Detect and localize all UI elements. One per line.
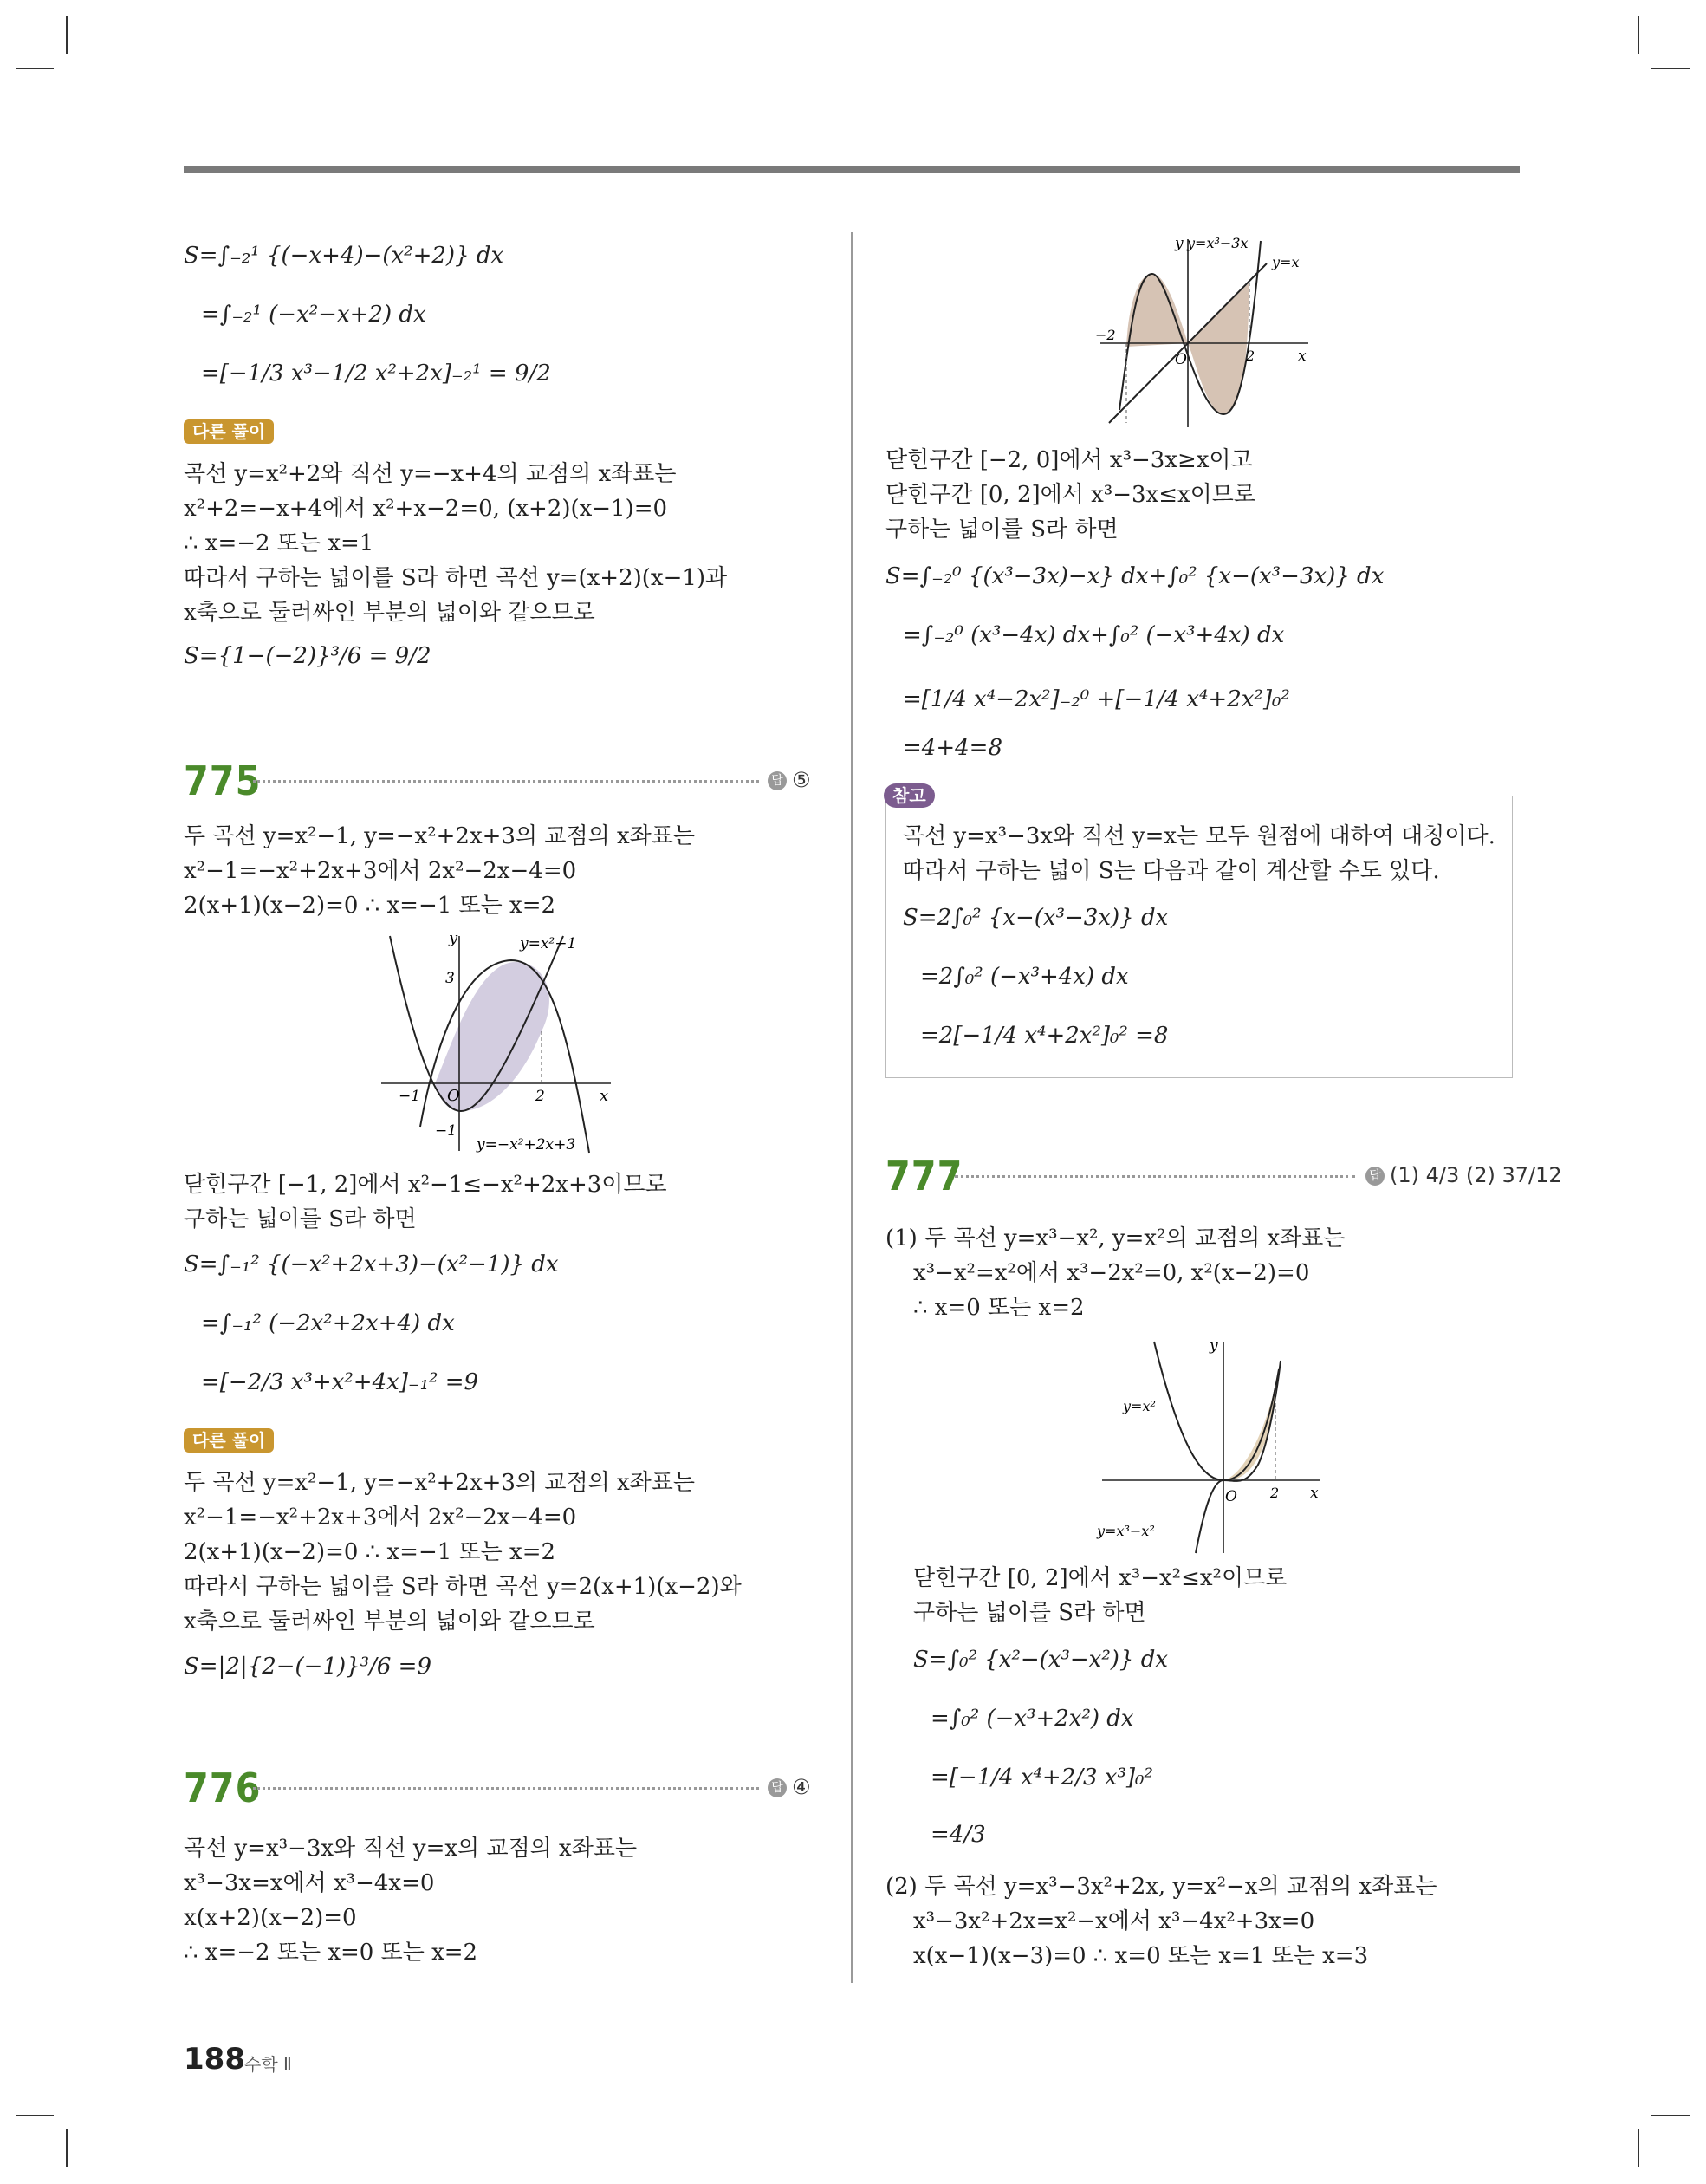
solution-line: 닫힌구간 [−2, 0]에서 x³−3x≥x이고: [885, 447, 1253, 473]
solution-line: 구하는 넓이를 S라 하면: [913, 1600, 1146, 1626]
curve-label: y=x³−3x: [1187, 235, 1249, 251]
answer-value: (1) 4/3 (2) 37/12: [1390, 1163, 1562, 1187]
solution-line: x(x−1)(x−3)=0 ∴ x=0 또는 x=1 또는 x=3: [913, 1943, 1369, 1969]
alt-solution-line: 2(x+1)(x−2)=0 ∴ x=−1 또는 x=2: [184, 1539, 556, 1565]
curve-label: y=x²: [1123, 1398, 1156, 1414]
solution-line: S=∫₋₂⁰ {(x³−3x)−x} dx+∫₀² {x−(x³−3x)} dx: [885, 563, 1385, 589]
problem-answer: [1365, 1163, 1562, 1187]
header-rule: [184, 166, 1520, 173]
dotted-leader: [253, 1787, 759, 1790]
solution-line: 구하는 넓이를 S라 하면: [885, 517, 1119, 543]
line-label: y=x: [1272, 254, 1300, 270]
solution-line: x³−3x²+2x=x²−x에서 x³−4x²+3x=0: [913, 1908, 1315, 1934]
solution-line: S=∫₋₂¹ {(−x+4)−(x²+2)} dx: [184, 243, 504, 269]
column-divider: [851, 232, 853, 1983]
alt-solution-line: S={1−(−2)}³/6 = 9/2: [184, 643, 431, 669]
alt-solution-line: 곡선 y=x²+2와 직선 y=−x+4의 교점의 x좌표는: [184, 461, 677, 487]
page-number: 188: [184, 2042, 245, 2077]
solution-line: S=∫₋₁² {(−x²+2x+3)−(x²−1)} dx: [184, 1251, 559, 1277]
tick-label: −1: [399, 1088, 421, 1105]
page-subject: 수학 Ⅱ: [244, 2054, 292, 2075]
dotted-leader: [955, 1175, 1355, 1178]
crop-mark: [66, 2129, 68, 2167]
solution-line: (2) 두 곡선 y=x³−3x²+2x, y=x²−x의 교점의 x좌표는: [885, 1874, 1437, 1900]
reference-badge: 참고: [884, 783, 935, 808]
crop-mark: [1638, 16, 1639, 54]
crop-mark: [66, 16, 68, 54]
answer-icon: 답: [768, 771, 787, 790]
axis-label-x: x: [600, 1087, 609, 1105]
alt-solution-line: 따라서 구하는 넓이를 S라 하면 곡선 y=(x+2)(x−1)과: [184, 565, 728, 591]
axis-label-x: x: [1298, 348, 1307, 365]
graph-777: [1093, 1335, 1336, 1560]
solution-line: (1) 두 곡선 y=x³−x², y=x²의 교점의 x좌표는: [885, 1225, 1346, 1251]
reference-line: 따라서 구하는 넓이 S는 다음과 같이 계산할 수도 있다.: [903, 858, 1440, 884]
solution-line: 구하는 넓이를 S라 하면: [184, 1206, 417, 1232]
alt-solution-line: 두 곡선 y=x²−1, y=−x²+2x+3의 교점의 x좌표는: [184, 1470, 695, 1496]
tick-label: 2: [535, 1088, 545, 1105]
crop-mark: [16, 68, 54, 69]
tick-label: 2: [1246, 348, 1255, 364]
graph-776: [1083, 232, 1326, 432]
curve-label: y=−x²+2x+3: [477, 1136, 576, 1154]
crop-mark: [16, 2115, 54, 2116]
axis-label-y: y: [449, 929, 458, 947]
solution-line: =∫₀² (−x³+2x²) dx: [931, 1706, 1134, 1732]
solution-line: 닫힌구간 [0, 2]에서 x³−3x≤x이므로: [885, 482, 1255, 508]
origin-label: O: [447, 1087, 460, 1105]
alt-solution-line: ∴ x=−2 또는 x=1: [184, 530, 374, 556]
alt-solution-line: x축으로 둘러싸인 부분의 넓이와 같으므로: [184, 600, 595, 626]
reference-line: =2[−1/4 x⁴+2x²]₀² =8: [920, 1023, 1169, 1049]
tick-label: 2: [1270, 1485, 1280, 1501]
graph-775: [373, 927, 624, 1161]
solution-line: =[−1/3 x³−1/2 x²+2x]₋₂¹ = 9/2: [201, 361, 551, 387]
solution-line: 곡선 y=x³−3x와 직선 y=x의 교점의 x좌표는: [184, 1836, 638, 1862]
curve-label: y=x³−x²: [1097, 1523, 1155, 1539]
answer-value: ④: [792, 1775, 811, 1799]
alt-solution-line: 따라서 구하는 넓이를 S라 하면 곡선 y=2(x+1)(x−2)와: [184, 1574, 742, 1600]
answer-icon: 답: [768, 1778, 787, 1797]
solution-line: 닫힌구간 [0, 2]에서 x³−x²≤x²이므로: [913, 1565, 1288, 1591]
crop-mark: [1651, 2115, 1690, 2116]
alt-solution-line: x²−1=−x²+2x+3에서 2x²−2x−4=0: [184, 1505, 577, 1531]
solution-line: 두 곡선 y=x²−1, y=−x²+2x+3의 교점의 x좌표는: [184, 823, 695, 849]
origin-label: O: [1175, 351, 1187, 368]
reference-line: 곡선 y=x³−3x와 직선 y=x는 모두 원점에 대하여 대칭이다.: [903, 823, 1495, 849]
solution-line: x³−x²=x²에서 x³−2x²=0, x²(x−2)=0: [913, 1260, 1310, 1286]
alt-solution-line: S=|2|{2−(−1)}³/6 =9: [184, 1654, 431, 1680]
solution-line: =∫₋₁² (−2x²+2x+4) dx: [201, 1310, 455, 1336]
axis-label-y: y: [1210, 1337, 1218, 1355]
tick-label: −2: [1095, 327, 1116, 343]
tick-label: 3: [445, 970, 455, 987]
alt-solution-line: x축으로 둘러싸인 부분의 넓이와 같으므로: [184, 1609, 595, 1635]
reference-line: S=2∫₀² {x−(x³−3x)} dx: [903, 905, 1169, 931]
curve-cubic: [1196, 1361, 1281, 1553]
solution-line: ∴ x=0 또는 x=2: [913, 1295, 1085, 1321]
solution-line: =∫₋₂⁰ (x³−4x) dx+∫₀² (−x³+4x) dx: [903, 622, 1285, 648]
solution-line: 2(x+1)(x−2)=0 ∴ x=−1 또는 x=2: [184, 893, 556, 919]
crop-mark: [1638, 2129, 1639, 2167]
problem-number: 775: [184, 757, 262, 804]
tick-label: −1: [435, 1122, 457, 1140]
axis-label-x: x: [1310, 1485, 1319, 1502]
solution-line: =∫₋₂¹ (−x²−x+2) dx: [201, 302, 426, 328]
alt-solution-badge: 다른 풀이: [184, 1428, 274, 1453]
solution-line: x³−3x=x에서 x³−4x=0: [184, 1870, 435, 1896]
curve-label: y=x²−1: [520, 935, 577, 952]
solution-line: S=∫₀² {x²−(x³−x²)} dx: [913, 1647, 1169, 1673]
crop-mark: [1651, 68, 1690, 69]
solution-line: x(x+2)(x−2)=0: [184, 1905, 357, 1931]
alt-solution-line: x²+2=−x+4에서 x²+x−2=0, (x+2)(x−1)=0: [184, 496, 668, 522]
problem-answer: [768, 1775, 811, 1799]
alt-solution-badge: 다른 풀이: [184, 419, 274, 444]
shaded-region-right: [1188, 283, 1249, 414]
solution-line: x²−1=−x²+2x+3에서 2x²−2x−4=0: [184, 858, 577, 884]
answer-value: ⑤: [792, 768, 811, 792]
problem-number: 777: [885, 1153, 963, 1199]
solution-line: =4/3: [931, 1822, 986, 1848]
answer-icon: 답: [1365, 1167, 1385, 1186]
solution-line: ∴ x=−2 또는 x=0 또는 x=2: [184, 1940, 478, 1966]
problem-number: 776: [184, 1765, 262, 1811]
solution-line: =[−2/3 x³+x²+4x]₋₁² =9: [201, 1369, 479, 1395]
problem-answer: [768, 768, 811, 792]
reference-line: =2∫₀² (−x³+4x) dx: [920, 964, 1129, 990]
solution-line: =4+4=8: [903, 735, 1002, 761]
solution-line: =[1/4 x⁴−2x²]₋₂⁰ +[−1/4 x⁴+2x²]₀²: [903, 686, 1290, 712]
dotted-leader: [253, 780, 759, 783]
solution-line: =[−1/4 x⁴+2/3 x³]₀²: [931, 1765, 1153, 1791]
origin-label: O: [1225, 1488, 1237, 1505]
shaded-region-left: [1126, 274, 1188, 347]
axis-label-y: y: [1175, 235, 1184, 252]
solution-line: 닫힌구간 [−1, 2]에서 x²−1≤−x²+2x+3이므로: [184, 1172, 667, 1198]
